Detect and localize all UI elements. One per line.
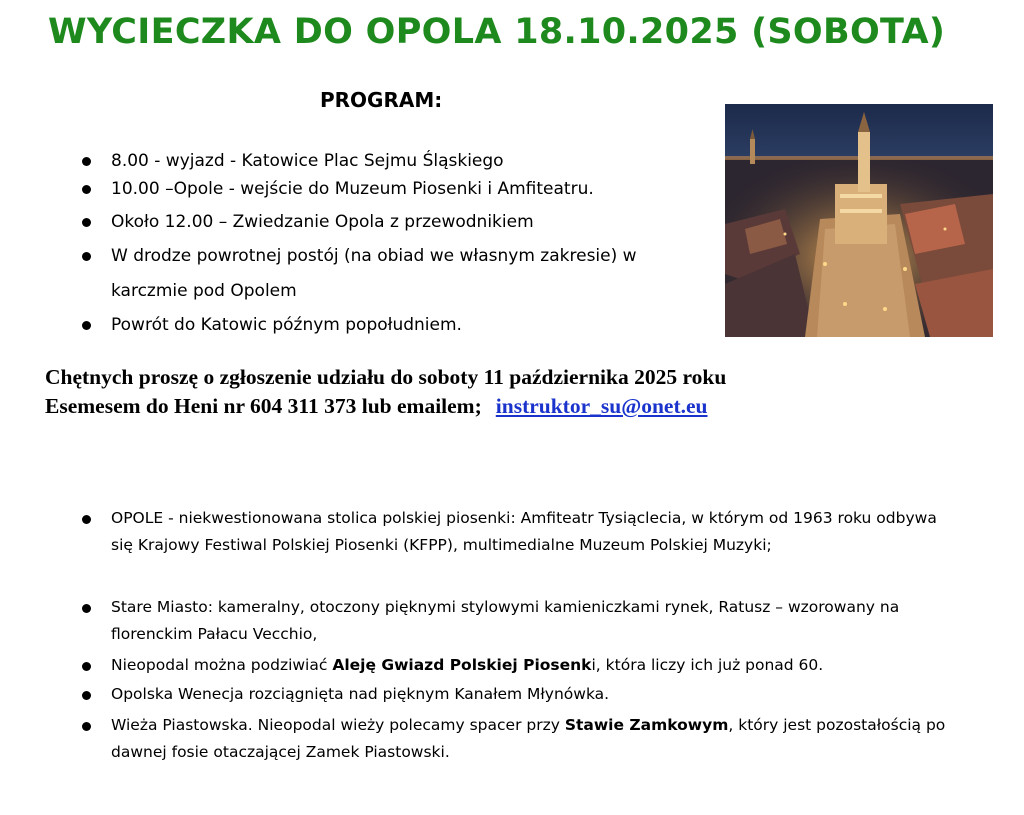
email-link[interactable]: instruktor_su@onet.eu (495, 394, 708, 418)
bullet-icon (82, 218, 91, 227)
info-item: Stare Miasto: kameralny, otoczony pięknymi stylowymi kamieniczkami rynek, Ratusz – wzorowany na florenckim Pałacu Vecchio, (80, 594, 960, 648)
signup-line-1: Chętnych proszę o zgłoszenie udziału do soboty 11 października 2025 roku (45, 365, 727, 389)
info-item: OPOLE - niekwestionowana stolica polskiej piosenki: Amfiteatr Tysiąclecia, w którym od 1963 roku odbywa się Krajowy Festiwal Polskiej Piosenki (KFPP), multimedialne Muzeum Polskiej Muzyki; (80, 505, 960, 559)
bullet-icon (82, 662, 91, 671)
bullet-icon (82, 722, 91, 731)
bullet-icon (82, 321, 91, 330)
bullet-icon (82, 252, 91, 261)
info-item: Wieża Piastowska. Nieopodal wieży polecamy spacer przy Stawie Zamkowym, który jest pozostałością po dawnej fosie otaczającej Zamek Piastowski. (80, 712, 960, 766)
page-title: WYCIECZKA DO OPOLA 18.10.2025 (SOBOTA) (48, 12, 946, 52)
bullet-icon (82, 515, 91, 524)
signup-note (45, 363, 726, 421)
bullet-icon (82, 185, 91, 194)
opole-night-city-image (725, 104, 993, 337)
program-heading: PROGRAM: (320, 88, 443, 112)
opole-photo (725, 104, 993, 337)
bullet-icon (82, 691, 91, 700)
info-item: Nieopodal można podziwiać Aleję Gwiazd Polskiej Piosenki, która liczy ich już ponad 60. (80, 652, 960, 679)
signup-line-2: Esemesem do Heni nr 604 311 373 lub emailem; instruktor_su@onet.eu (45, 394, 708, 418)
bullet-icon (82, 604, 91, 613)
castle-pond-highlight: Stawie Zamkowym (564, 716, 729, 734)
bullet-icon (82, 157, 91, 166)
avenue-of-stars-highlight: Aleję Gwiazd Polskiej Piosenk (332, 656, 592, 674)
info-item: Opolska Wenecja rozciągnięta nad pięknym Kanałem Młynówka. (80, 681, 960, 708)
